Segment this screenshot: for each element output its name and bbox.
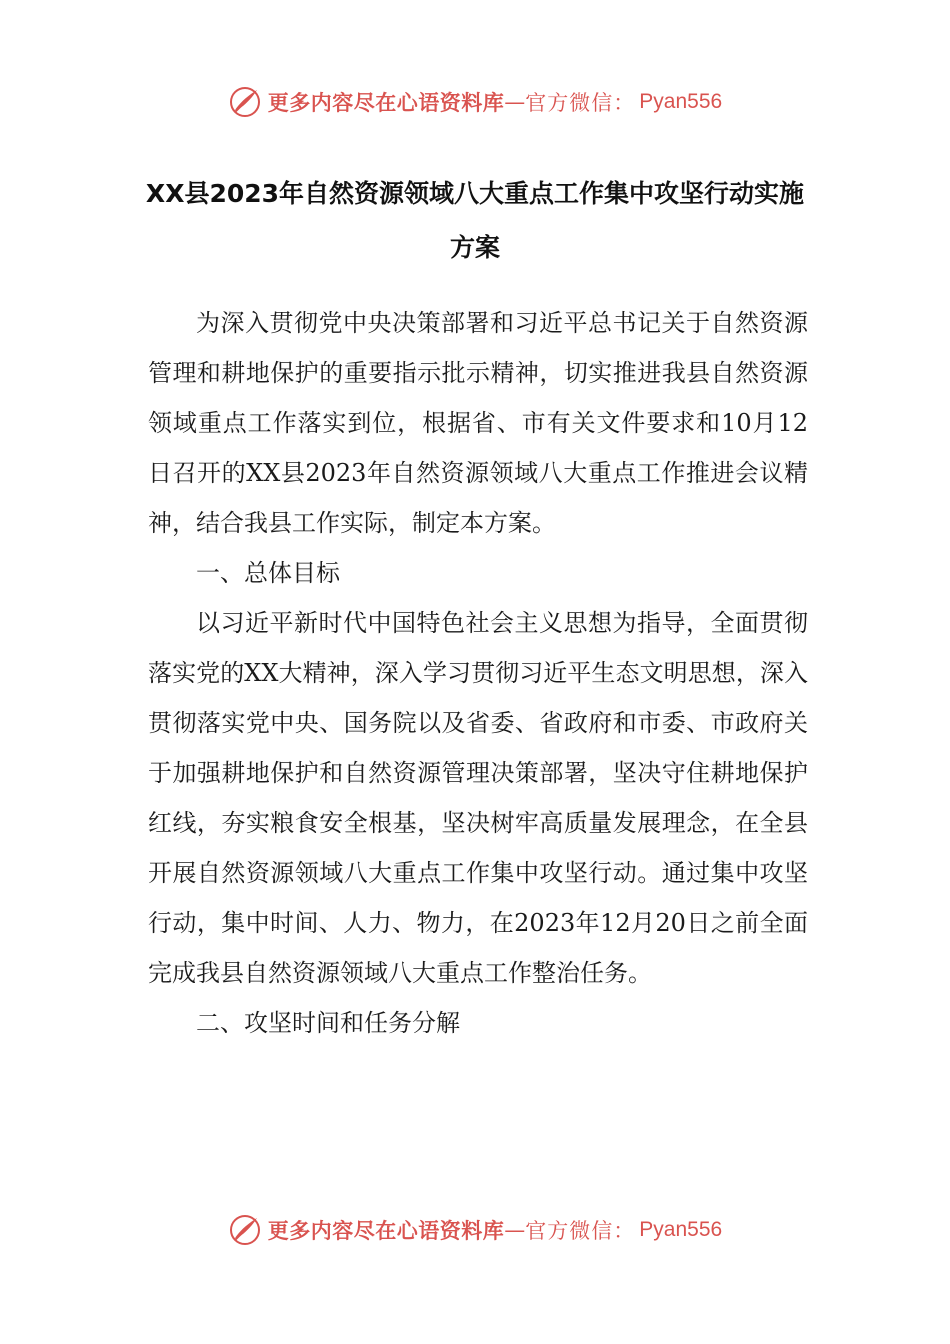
section-heading-1: 一、总体目标 (196, 559, 340, 587)
body-paragraph-intro: 为深入贯彻党中央决策部署和习近平总书记关于自然资源管理和耕地保护的重要指示批示精神，切实推进我县自然资源领域重点工作落实到位，根据省、市有关文件要求和10月12日召开的XX县2023年自然资源领域八大重点工作推进会议精神，结合我县工作实际，制定本方案。 (148, 309, 808, 537)
watermark-separator: — (504, 90, 526, 114)
watermark-account: Pyan556 (639, 90, 723, 113)
watermark-brand-text: 更多内容尽在心语资料库 (267, 90, 505, 115)
body-paragraph-goals: 以习近平新时代中国特色社会主义思想为指导，全面贯彻落实党的XX大精神，深入学习贯彻习近平生态文明思想，深入贯彻落实党中央、国务院以及省委、省政府和市委、市政府关于加强耕地保护和自然资源管理决策部署，坚决守住耕地保护红线，夯实粮食安全根基，坚决树牢高质量发展理念，在全县开展自然资源领域八大重点工作集中攻坚行动。通过集中攻坚行动，集中时间、人力、物力，在2023年12月20日之前全面完成我县自然资源领域八大重点工作整治任务。 (148, 609, 808, 987)
watermark-wechat-label: 官方微信： (525, 1219, 636, 1243)
watermark-account: Pyan556 (639, 1218, 723, 1241)
page-title-line2: 方案 (449, 233, 500, 262)
section-heading-2: 二、攻坚时间和任务分解 (196, 1009, 460, 1037)
watermark-banner-top (0, 82, 950, 122)
quill-logo-icon (228, 1213, 262, 1247)
watermark-wechat-label: 官方微信： (525, 91, 636, 115)
document-body (148, 298, 808, 1048)
watermark-brand-text: 更多内容尽在心语资料库 (267, 1218, 505, 1243)
page-title-line1: XX县2023年自然资源领域八大重点工作集中攻坚行动实施 (145, 179, 805, 208)
watermark-banner-bottom (0, 1210, 950, 1250)
watermark-separator: — (504, 1218, 526, 1242)
quill-logo-icon (228, 85, 262, 119)
